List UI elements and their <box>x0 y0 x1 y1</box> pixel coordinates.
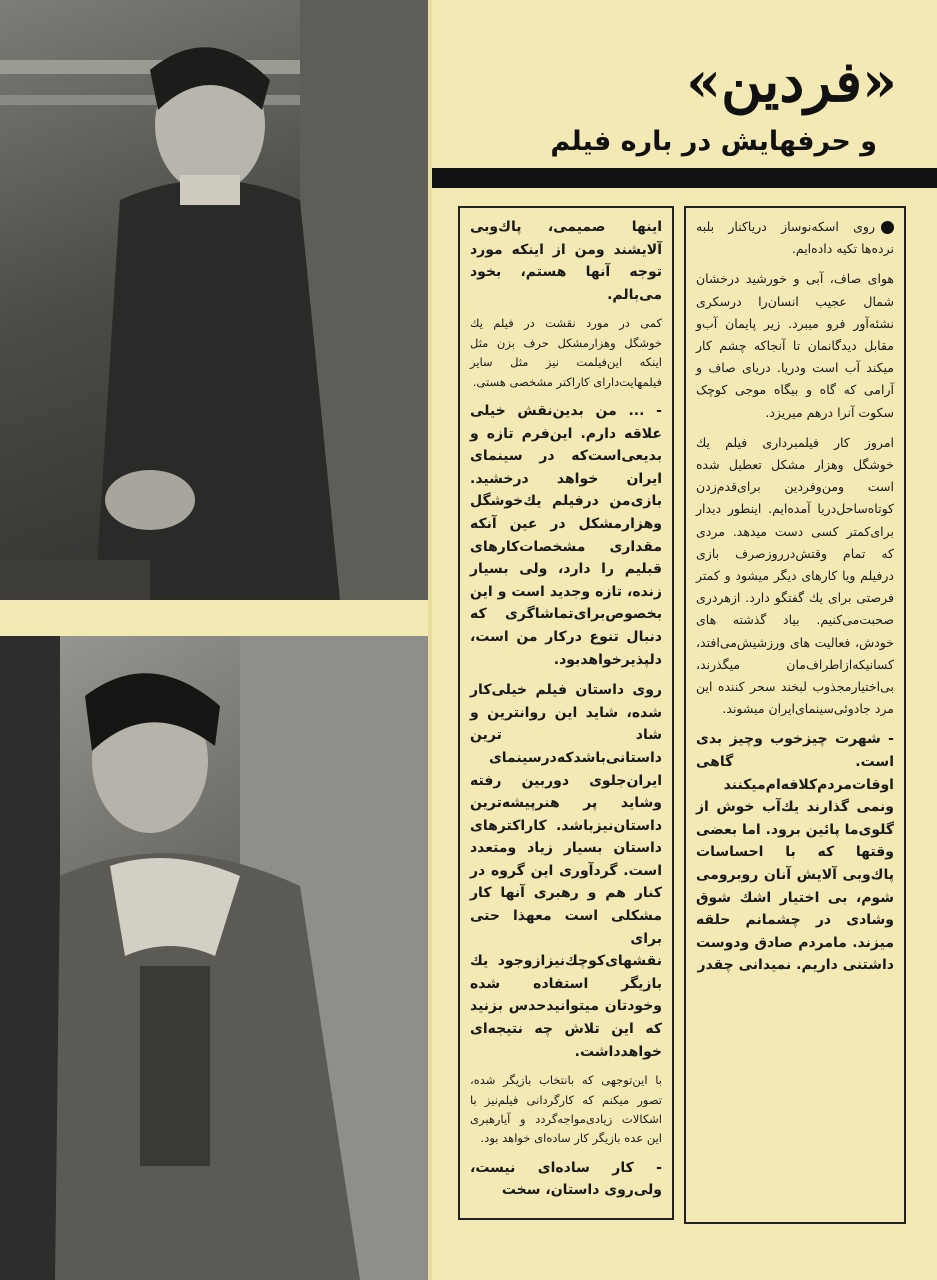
paragraph: - کار ساده‌ای نیست، ولی‌روی داستان، سخت <box>470 1159 662 1199</box>
photo-fardin-bottom <box>0 636 428 1280</box>
page-gutter <box>428 0 432 1280</box>
paragraph: - شهرت چیزخوب وچیز بدی است. گاهی اوقات‌مردم‌کلافه‌ام‌میکنند ونمی گذارند یك‌آب خوش از گلوی‌ما پائین برود. اما بعضی وقتها که با احساسات پاك‌و‌بی آلایش آنان روبرومی شوم، بی اختیار اشك شوق وشادی در چشمانم حلقه میزند. ما‌مردم صادق ودوست داشتنی داریم. نمیدانی چقدر <box>696 731 894 974</box>
paragraph-text: روی اسکه‌نوساز دریاکنار بلبه نرده‌ها تکیه داده‌ایم. <box>696 219 894 257</box>
bullet-icon <box>881 221 894 234</box>
photo-fardin-top <box>0 0 428 600</box>
portrait-photo-icon <box>0 0 428 600</box>
portrait-photo-icon <box>0 636 428 1280</box>
paragraph: امروز کار فیلمبرداری فیلم یك خوشگل وهزار مشکل تعطیل شده است ومن‌وفردین برای‌قدم‌زدن کوتاه‌ساحل‌دریا آمده‌ایم. اینطور دیدار برای‌کمتر کسی دست میدهد. مردی که تمام وقتش‌در‌روز‌صرف بازی درفیلم ویا کارهای دیگر میشود و کمتر فرصتی برای یك گفتگو دارد. ازهردری صحبت‌می‌کنیم. بیاد گذشته های خودش، فعالیت های ورزشیش‌می‌افتد، کسانیکه‌از‌اطراف‌مان میگذرند، بی‌اختیار‌مجذوب لبخند سحر کننده این مرد جادوئی‌سینمای‌ایران میشوند. <box>696 434 894 717</box>
text-column-left <box>458 206 674 1220</box>
paragraph: هوای صاف، آبی و خورشید درخشان شمال عجیب انسان‌را درسکری نشئه‌آور فرو میبرد. زیر پایمان آب‌و مقابل دیدگانمان تا آنجاکه چشم کار میکند آب است ودریا. دریای صاف و آرامی که گاه و بیگاه موجی کوچک سکوت آنرا درهم میریزد. <box>696 271 894 420</box>
article-title: «فردین» <box>686 49 897 115</box>
article-subtitle: و حرفهایش در باره فیلم <box>550 126 877 157</box>
paragraph: روی داستان فیلم خیلی‌کار شده، شاید این روانترین و شاد ترین داستانی‌باشدکه‌در‌سینمای ایران‌جلوی دوربین رفته وشاید پر هنرپیشه‌ترین داستان‌نیز‌باشد. کاراکترهای داستان بسیار زیاد ومتعدد است. گردآوری این گروه در کنار هم و رهبری آنها کار مشکلی است معهذا حتی برای نقشهای‌کوچك‌نیز‌ازوجود یك بازیگر استفاده شده وخودتان میتوانید‌حدس بزنید که این تلاش چه نتیجه‌ای خواهد‌داشت. <box>470 682 662 1060</box>
paragraph: با این‌توجهی که با‌نتخاب بازیگر شده، تصور میکنم که کارگردانی فیلم‌نیز با اشکالات زیادی‌مواجه‌گردد و آیا‌رهبری این عده بازیگر کار ساده‌ای خواهد بود. <box>470 1073 662 1146</box>
text-column-right <box>684 206 906 1224</box>
title-rule <box>432 168 937 188</box>
paragraph: - ... من بدین‌نقش خیلی علاقه دارم. این‌فرم تازه و بدیعی‌است‌که در سینمای ایران خواهد درخشید. بازی‌من درفیلم یك‌خوشگل وهزارمشکل در عین آنکه مقداری مشخصات‌کارهای قبلیم را دارد، ولی بسیار زنده، تازه وجدید است و این بخصوص‌برای‌تماشاگری که دنبال تنوع درکار من است، دلپذیر‌خواهد‌بود. <box>470 403 662 668</box>
paragraph: اینها صمیمی، پاك‌و‌بی آلایشند ومن از اینکه مورد توجه آنها هستم، بخود می‌بالم. <box>470 219 662 303</box>
paragraph <box>696 216 894 260</box>
paragraph: کمی در مورد نقشت در فیلم یك خوشگل وهزارمشکل حرف بزن مثل اینکه این‌فیلمت نیز مثل سایر فیلمهایت‌دارای کاراکتر مشخصی هستی. <box>470 316 662 389</box>
